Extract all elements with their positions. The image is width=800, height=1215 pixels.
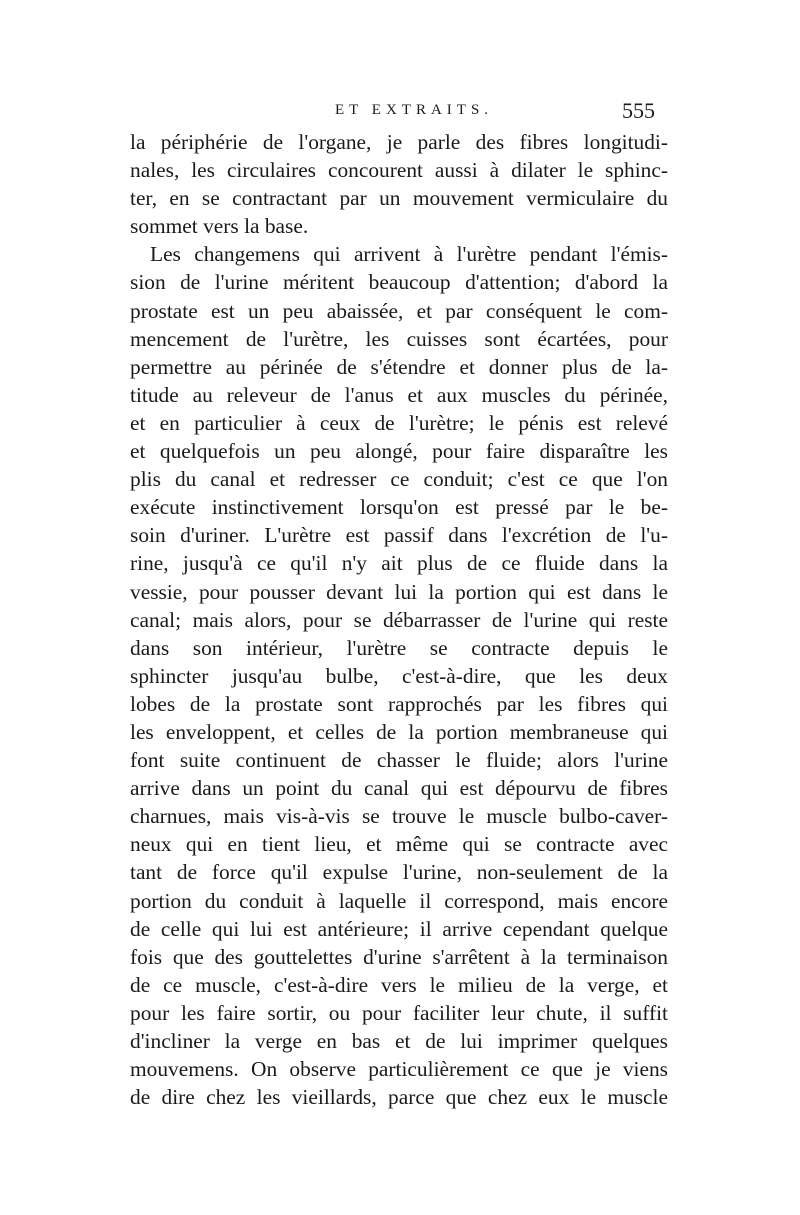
text-line: sommet vers la base. xyxy=(130,214,309,239)
running-head xyxy=(130,98,655,128)
text-line: et quelquefois un peu alongé, pour faire disparaître les xyxy=(130,439,668,464)
text-line: de dire chez les vieillards, parce que chez eux le muscle xyxy=(130,1085,668,1110)
text-line: mencement de l'urètre, les cuisses sont écartées, pour xyxy=(130,326,668,351)
text-line: soin d'uriner. L'urètre est passif dans l'excrétion de l'u- xyxy=(130,523,668,548)
text-line: la périphérie de l'organe, je parle des fibres longitudi- xyxy=(130,130,668,154)
text-line: d'incliner la verge en bas et de lui imprimer quelques xyxy=(130,1029,668,1053)
text-line: tant de force qu'il expulse l'urine, non-seulement de la xyxy=(130,860,668,885)
text-line: et en particulier à ceux de l'urètre; le pénis est relevé xyxy=(130,410,668,435)
text-line: pour les faire sortir, ou pour faciliter leur chute, il suffit xyxy=(130,1000,668,1025)
running-head-title: ET EXTRAITS. xyxy=(335,102,494,118)
text-line: sphincter jusqu'au bulbe, c'est-à-dire, que les deux xyxy=(130,663,668,688)
text-line: mouvemens. On observe particulièrement ce que je viens xyxy=(130,1057,668,1082)
text-line: Les changemens qui arrivent à l'urètre pendant l'émis- xyxy=(150,242,668,267)
text-line: font suite continuent de chasser le fluide; alors l'urine xyxy=(130,748,668,773)
text-line: plis du canal et redresser ce conduit; c'est ce que l'on xyxy=(130,467,668,492)
text-line: lobes de la prostate sont rapprochés par les fibres qui xyxy=(130,691,668,716)
text-line: permettre au périnée de s'étendre et donner plus de la- xyxy=(130,354,668,379)
body-text xyxy=(130,128,668,1111)
page-number: 555 xyxy=(622,98,655,123)
text-line: neux qui en tient lieu, et même qui se contracte avec xyxy=(130,832,668,857)
text-line: arrive dans un point du canal qui est dépourvu de fibres xyxy=(130,776,668,801)
text-line: dans son intérieur, l'urètre se contracte depuis le xyxy=(130,635,668,660)
text-line: vessie, pour pousser devant lui la portion qui est dans le xyxy=(130,579,668,604)
text-line: de ce muscle, c'est-à-dire vers le milieu de la verge, et xyxy=(130,972,668,997)
text-line: ter, en se contractant par un mouvement vermiculaire du xyxy=(130,186,668,211)
text-line: de celle qui lui est antérieure; il arrive cependant quelque xyxy=(130,916,668,941)
text-line: sion de l'urine méritent beaucoup d'attention; d'abord la xyxy=(130,270,668,295)
text-line: canal; mais alors, pour se débarrasser de l'urine qui reste xyxy=(130,607,668,632)
text-line: charnues, mais vis-à-vis se trouve le muscle bulbo-caver- xyxy=(130,804,668,829)
text-line: exécute instinctivement lorsqu'on est pressé par le be- xyxy=(130,495,668,520)
text-line: les enveloppent, et celles de la portion membraneuse qui xyxy=(130,719,668,744)
text-line: nales, les circulaires concourent aussi à dilater le sphinc- xyxy=(130,158,668,183)
text-line: prostate est un peu abaissée, et par conséquent le com- xyxy=(130,298,668,323)
text-line: titude au releveur de l'anus et aux muscles du périnée, xyxy=(130,382,668,407)
text-line: rine, jusqu'à ce qu'il n'y ait plus de ce fluide dans la xyxy=(130,551,668,576)
text-line: portion du conduit à laquelle il correspond, mais encore xyxy=(130,888,668,913)
text-line: fois que des gouttelettes d'urine s'arrêtent à la terminaison xyxy=(130,944,668,969)
